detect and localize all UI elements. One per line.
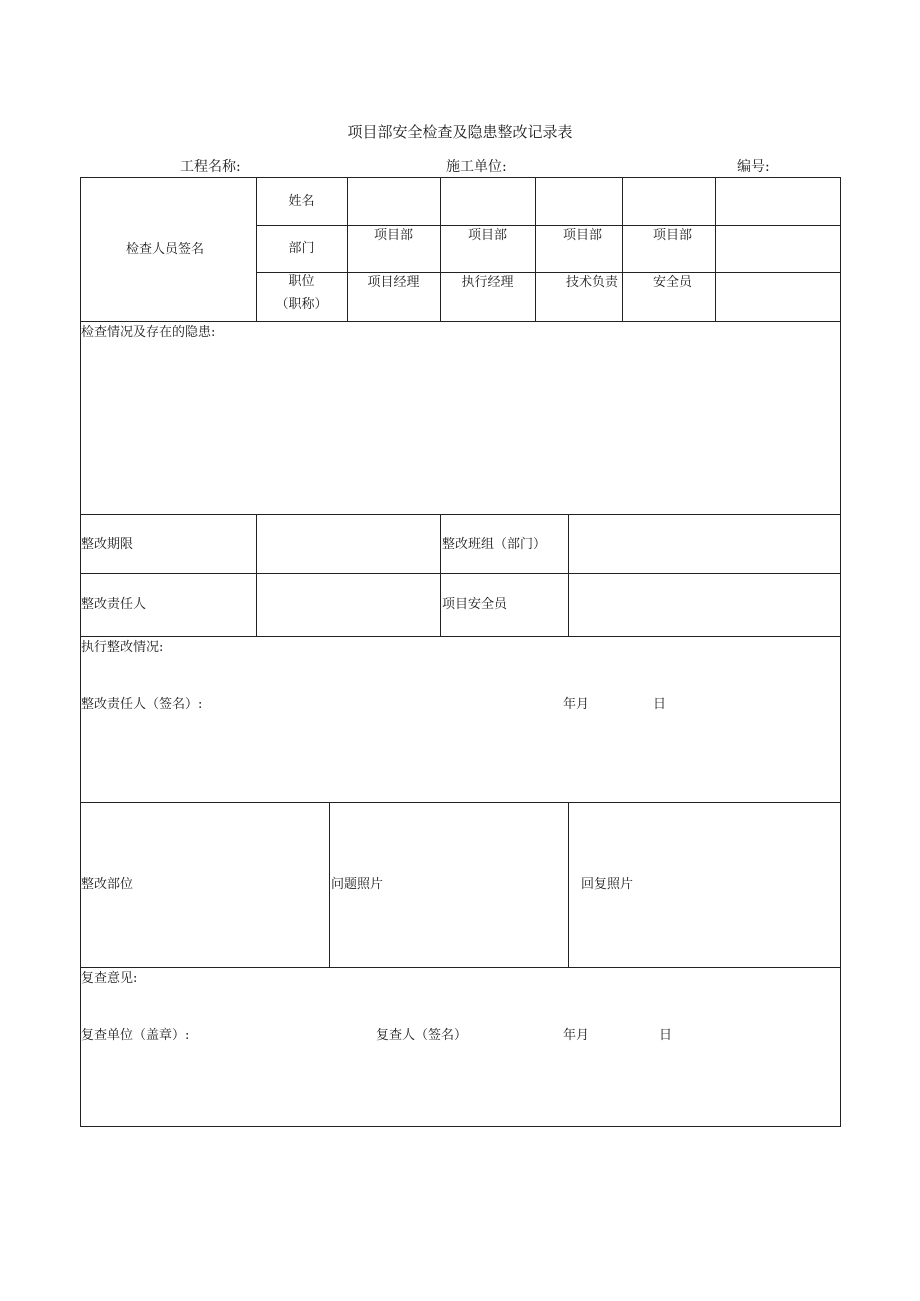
project-safety-officer-label: 项目安全员 (442, 597, 508, 612)
inspector-signature-label: 检查人员签名 (126, 242, 205, 257)
position-row-label: 职位 (288, 274, 315, 289)
rectify-responsible-label: 整改责任人 (81, 597, 147, 612)
department-row-label: 部门 (288, 241, 315, 256)
review-day: 日 (659, 1028, 673, 1043)
rectify-team-label: 整改班组（部门） (442, 537, 547, 552)
number-label: 编号: (737, 159, 770, 175)
position-row-label-sub: （职称） (275, 297, 328, 312)
review-year-month: 年月 (563, 1028, 590, 1043)
project-name-label: 工程名称: (180, 159, 241, 175)
problem-photo-label: 问题照片 (331, 877, 384, 892)
reviewer-signature-label: 复查人（签名） (376, 1028, 468, 1043)
department-cell: 项目部 (652, 228, 692, 243)
construction-unit-label: 施工单位: (446, 159, 507, 175)
position-cell: 执行经理 (461, 275, 514, 290)
form-title: 项目部安全检查及隐患整改记录表 (347, 123, 573, 141)
inspection-findings-label: 检查情况及存在的隐患: (81, 325, 216, 340)
position-cell: 安全员 (652, 275, 692, 290)
execution-day: 日 (653, 697, 667, 712)
name-row-label: 姓名 (288, 194, 315, 209)
rectify-location-label: 整改部位 (81, 877, 134, 892)
reply-photo-label: 回复照片 (581, 877, 634, 892)
responsible-signature-label: 整改责任人（签名）: (81, 697, 203, 712)
department-cell: 项目部 (562, 228, 602, 243)
rectify-deadline-label: 整改期限 (81, 537, 134, 552)
execution-year-month: 年月 (563, 697, 590, 712)
position-cell: 项目经理 (367, 275, 420, 290)
execution-label: 执行整改情况: (81, 640, 164, 655)
position-cell: 技术负责 (566, 275, 619, 290)
review-unit-label: 复查单位（盖章）: (81, 1028, 190, 1043)
department-cell: 项目部 (467, 228, 507, 243)
department-cell: 项目部 (373, 228, 413, 243)
review-opinion-label: 复查意见: (81, 971, 138, 986)
